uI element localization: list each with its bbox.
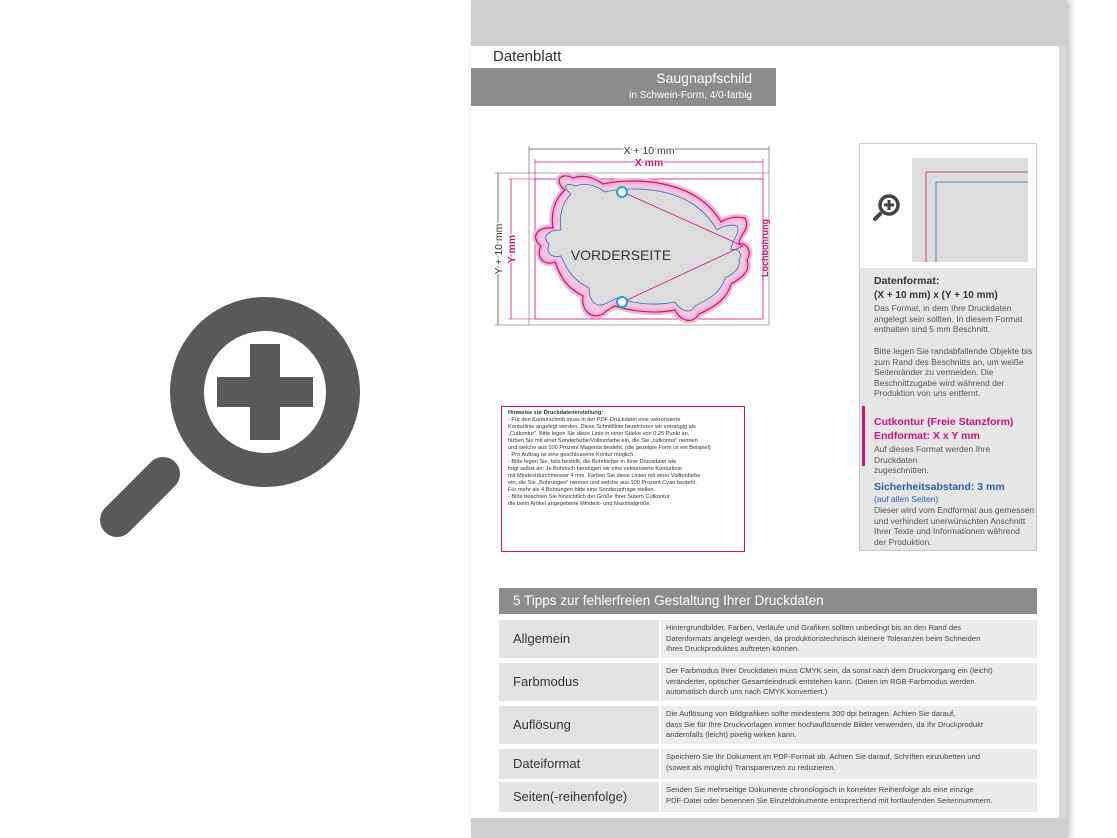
- tip-text: Hintergrundbilder, Farben, Verläufe und Grafiken sollten unbedingt bis an den Rand des Datenformats angelegt werden, da produktionstechnisch kleinere Toleranzen beim Schneiden Ihres Druckproduktes auftreten können.: [661, 620, 1037, 658]
- end-format-label: Endformat: X x Y mm: [874, 430, 980, 442]
- right-strip: [1059, 46, 1067, 838]
- cut-contour-title: Cutkontur (Freie Stanzform): [874, 416, 1014, 428]
- datasheet-tab: Datenblatt: [471, 46, 591, 68]
- format-title: Datenformat:: [874, 275, 940, 287]
- format-description: Das Format, in dem Ihre Druckdaten angelegt sein sollten. In diesem Format enthalten sind 5 mm Beschnitt.: [874, 303, 1023, 334]
- dim-label-outer-y: Y + 10 mm: [493, 223, 505, 275]
- tip-row: [499, 749, 1037, 779]
- bleed-description: Bitte legen Sie randabfallende Objekte bis zum Rand des Beschnitts an, um weiße Seitenränder zu vermeiden. Die Beschnittzugabe wird während der Produktion von uns entfernt.: [874, 346, 1033, 398]
- tip-text: Die Auflösung von Bildgrafiken sollte mindestens 300 dpi betragen. Achten Sie darauf, dass Sie für Ihre Druckvorlagen immer hochauflösende Bilder verwenden, da Ihr Druckprodukt andernfalls (leicht) pixelig wirken kann.: [661, 706, 1037, 744]
- bottom-band: [471, 818, 1067, 838]
- dim-label-inner-y: Y mm: [506, 234, 518, 264]
- zoom-in-icon-small[interactable]: [872, 192, 902, 222]
- tip-text: Senden Sie mehrseitige Dokumente chronologisch in korrekter Reihenfolge als eine einzige PDF-Datei oder benennen Sie Einzeldokumente entsprechend mit fortlaufenden Seitennummern.: [661, 782, 1037, 812]
- safety-title: Sicherheitsabstand: 3 mm: [874, 481, 1005, 493]
- format-dims: (X + 10 mm) x (Y + 10 mm): [874, 290, 998, 301]
- tip-label: Farbmodus: [499, 663, 659, 701]
- cut-accent-bar: [862, 406, 865, 466]
- dim-label-inner-x: X mm: [634, 157, 664, 169]
- tip-text: Der Farbmodus Ihrer Druckdaten muss CMYK sein, da sonst nach dem Druckvorgang ein (leicht) veränderter, optischer Gesamteindruck entstehen kann. (Daten im RGB-Farbmodus werden automatisch durch uns nach CMYK konvertiert.): [661, 663, 1037, 701]
- tip-row: [499, 706, 1037, 744]
- tip-label: Dateiformat: [499, 749, 659, 779]
- top-band: [471, 0, 1067, 46]
- tip-label: Auflösung: [499, 706, 659, 744]
- print-data-hints: Hinweise zur Druckdatenerstellung: - Für den Konturschnitt muss in der PDF-Druckdatei eine vektorisierte Konturlinie angelegt werden. Diese Schnittlinie bezeichnen wir vorrangig als „Cutkontur“. Bitte legen Sie diese Linie in einer Stärke von 0,25 Punkt an, färben Sie mit einer Sonderfarbe/Volltonfarbe ein, die Sie „cutkontur“ nennen und welche aus 100 Prozent Magenta besteht. (die gezeigte Form ist ein Beispiel) - Pro Auftrag ist eine geschlossene Kontur möglich. - Bitte legen Sie, falls bestellt, die Bohrlöcher in Ihrer Druckdatei wie folgt selbst an: Je Bohrloch benötigen wir eine vektorisierte Konturlinie mit Mindestdurchmesser 4 mm. Färben Sie diese Linien mit einer Volltonfarbe ein, die Sie „Bohrungen“ nennen und welche aus 100 Prozent Cyan besteht. Für mehr als 4 Bohrungen bitte eine Sonderanfrage stellen. - Bitte beachten Sie hinsichtlich der Größe Ihrer Sutern Cutkontur die beim Artikel angegebene Mindest- und Maximalgröße.: [501, 406, 745, 552]
- dim-label-outer-x: X + 10 mm: [623, 145, 675, 157]
- tip-row: [499, 620, 1037, 658]
- product-title: Saugnapfschild: [656, 70, 752, 86]
- zoom-in-icon[interactable]: [95, 290, 365, 560]
- hole-bottom: [617, 297, 627, 307]
- tip-label: Seiten(-reihenfolge): [499, 782, 659, 812]
- title-band: [471, 68, 776, 106]
- tips-header: 5 Tipps zur fehlerfreien Gestaltung Ihrer Druckdaten: [499, 588, 1037, 614]
- safety-description: Dieser wird vom Endformat aus gemessen und verhindert unerwünschten Anschnitt Ihrer Texte und Informationen während der Produktion.: [874, 505, 1035, 547]
- tip-row: [499, 782, 1037, 812]
- format-info-panel: [859, 143, 1037, 551]
- safety-subtitle: (auf allen Seiten): [874, 494, 939, 504]
- tip-label: Allgemein: [499, 620, 659, 658]
- format-preview: [860, 144, 1036, 268]
- front-label: VORDERSEITE: [570, 247, 672, 263]
- pig-shape-diagram: [495, 138, 805, 338]
- datasheet-page: [471, 0, 1067, 838]
- cut-description: Auf dieses Format werden Ihre Druckdaten zugeschnitten.: [874, 444, 991, 475]
- product-subtitle: in Schwein-Form, 4/0-farbig: [629, 90, 752, 101]
- corner-preview: [912, 158, 1028, 262]
- tip-text: Speichern Sie Ihr Dokument im PDF-Format ab. Achten Sie darauf, Schriften einzubetten und (soweit als möglich) Transparenzen zu reduzieren.: [661, 749, 1037, 779]
- hole-top: [617, 187, 627, 197]
- hole-label: Lochbohrung: [760, 219, 770, 277]
- tip-row: [499, 663, 1037, 701]
